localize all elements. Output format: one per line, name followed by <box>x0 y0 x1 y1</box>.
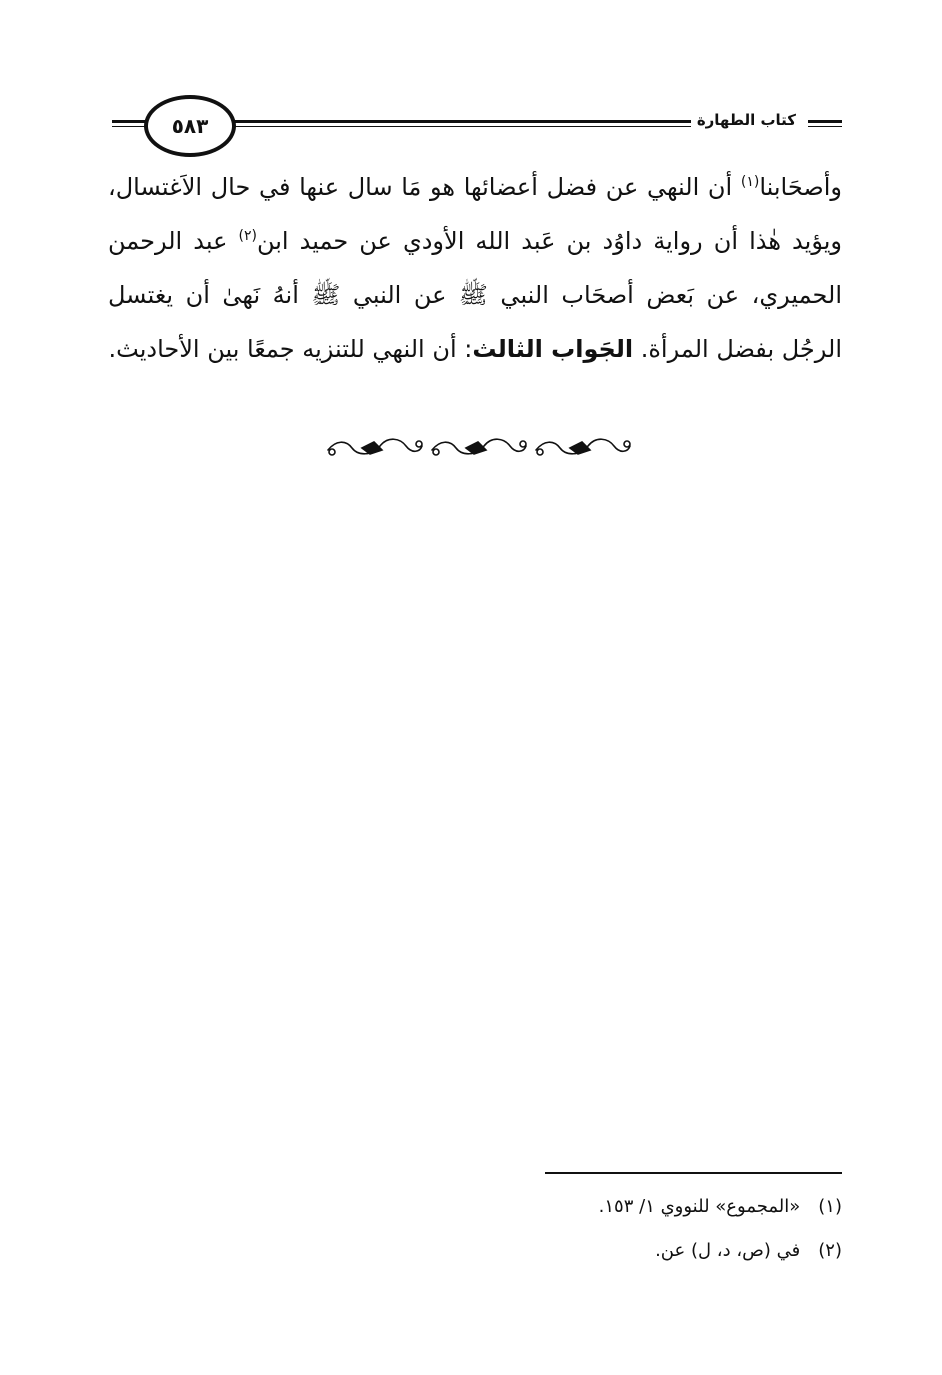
ornament-motif-right-icon <box>536 439 630 455</box>
footnote-number: (٢) <box>818 1240 842 1261</box>
body-text-part-2: أن النهي عن فضل أعضائها هو مَا سال عنها في حال الاَغتسال، ويؤيد هٰذا أن رواية داوُد بن عَبد الله الأودي عن حميد ابن <box>108 173 843 255</box>
footnote-separator <box>545 1172 842 1174</box>
body-text-part-1: وأصحَابنا <box>759 173 842 201</box>
footnote-text: «المجموع» للنووي ١/ ١٥٣. <box>598 1196 801 1217</box>
header-rule-right <box>808 120 842 127</box>
body-text-part-3: عبد الرحمن الحميري، عن بَعض أصحَاب النبي ﷺ عن النبي ﷺ أنهُ نَهىٰ أن يغتسل الرجُل بفضل المرأة. <box>108 227 842 363</box>
body-paragraph <box>108 160 842 376</box>
ornament-motif-center-icon <box>432 439 526 455</box>
book-title: كتاب الطهارة <box>691 109 802 131</box>
footnote-text: في (ص، د، ل) عن. <box>655 1240 801 1261</box>
footnote-item <box>400 1229 842 1273</box>
footnote-ref-1[interactable]: (١) <box>740 174 760 190</box>
header-rule-middle <box>212 120 692 127</box>
footnote-number: (١) <box>818 1196 842 1217</box>
ornament-motif-left-icon <box>328 439 422 455</box>
ornament-divider-icon <box>322 428 634 468</box>
footnote-ref-2[interactable]: (٢) <box>238 228 257 244</box>
footnotes <box>400 1185 842 1273</box>
footnote-item <box>400 1185 842 1229</box>
body-text-part-4: : أن النهي للتنزيه جمعًا بين الأحاديث. <box>108 335 473 363</box>
page-number: ٥٨٣ <box>144 95 236 157</box>
page-header <box>112 95 842 161</box>
answer-heading: الجَواب الثالث <box>472 335 634 363</box>
